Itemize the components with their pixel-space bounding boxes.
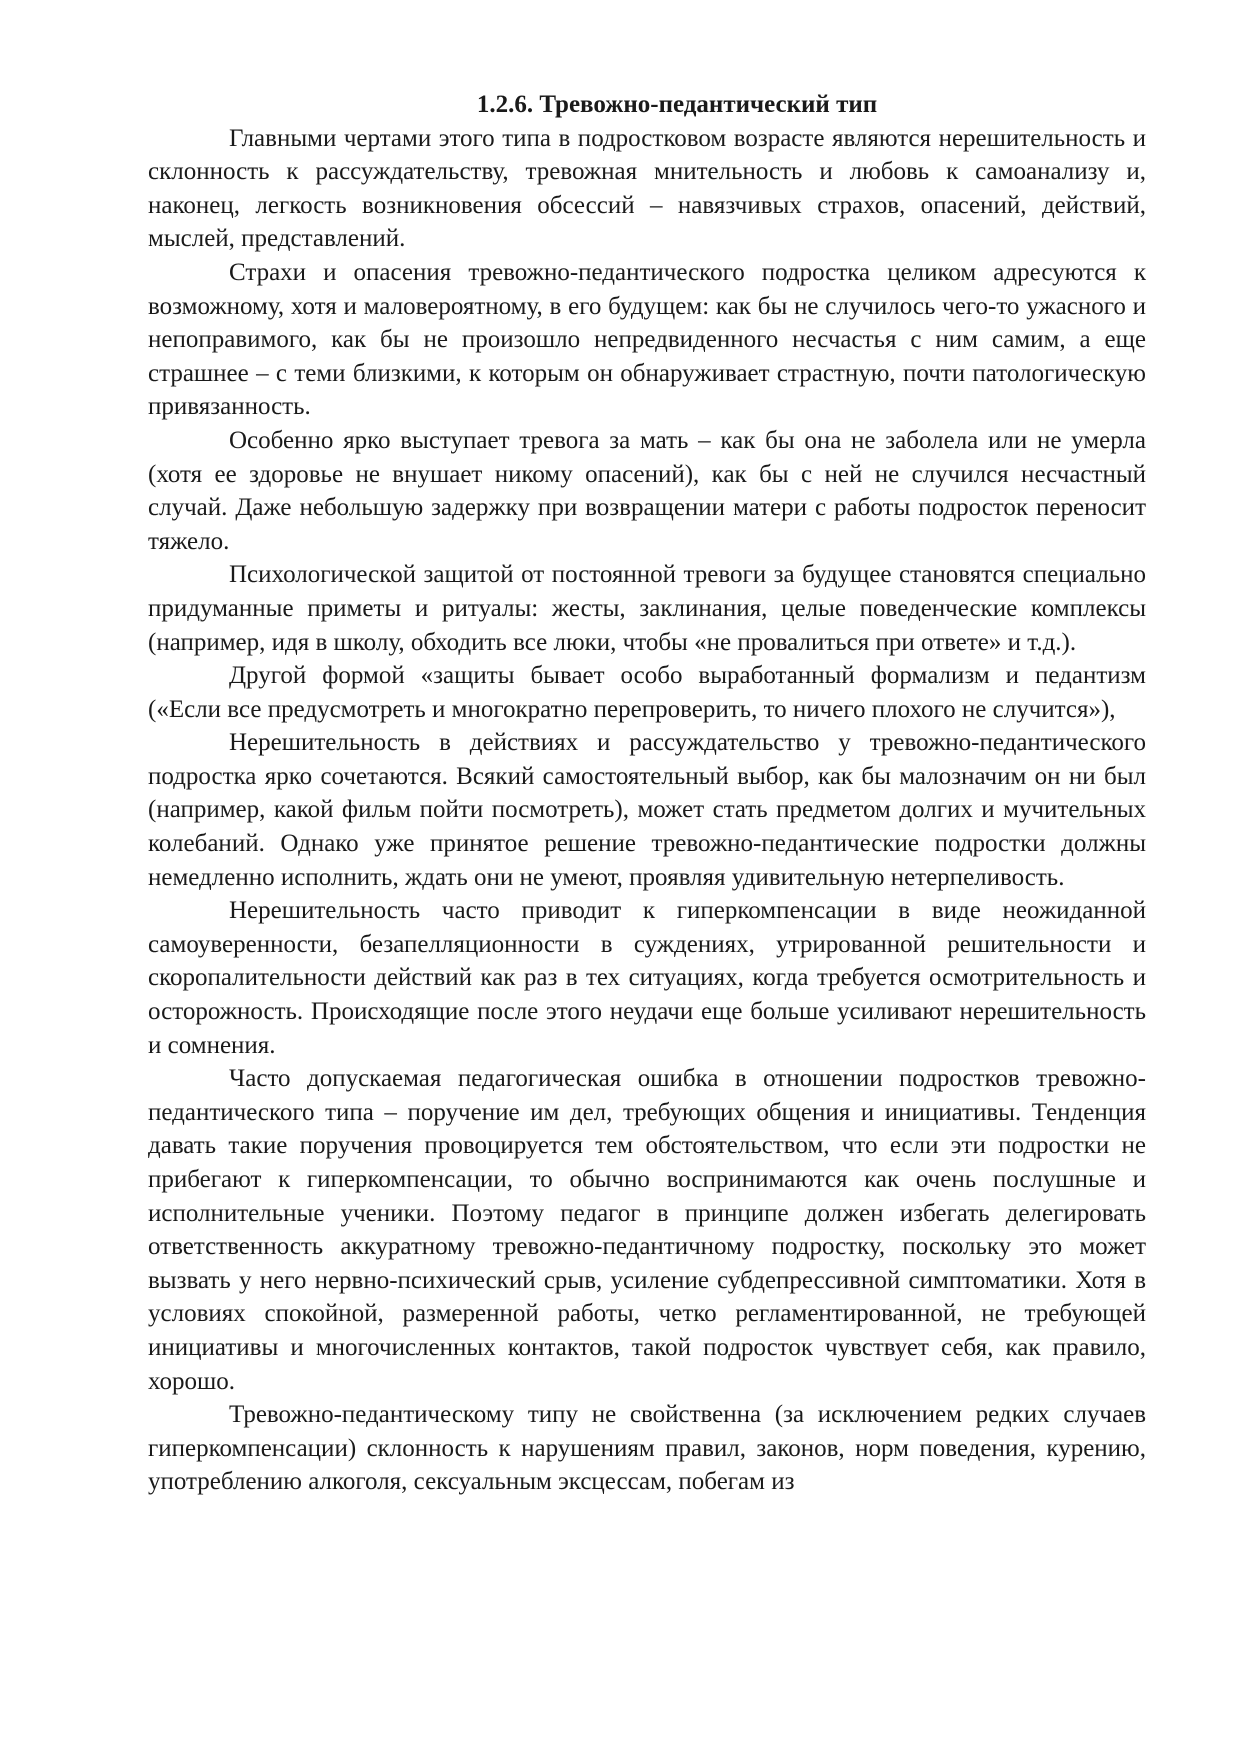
paragraph-5: Другой формой «защиты бывает особо выработанный формализм и педантизм («Если все предусмотреть и многократно перепроверить, то ничего плохого не случится»), (148, 662, 1146, 723)
paragraph-2: Страхи и опасения тревожно-педантического подростка целиком адресуются к возможному, хотя и маловероятному, в его будущем: как бы не случилось чего-то ужасного и непоправимого, как бы не произошло непредвиденного несчастья с ним самим, а еще страшнее – с теми близкими, к которым он обнаруживает страстную, почти патологическую привязанность. (148, 258, 1146, 421)
paragraph-9: Тревожно-педантическому типу не свойственна (за исключением редких случаев гиперкомпенсации) склонность к нарушениям правил, законов, норм поведения, курению, употреблению алкоголя, сексуальным эксцессам, побегам из (148, 1401, 1146, 1496)
paragraph-4: Психологической защитой от постоянной тревоги за будущее становятся специально придуманные приметы и ритуалы: жесты, заклинания, целые поведенческие комплексы (например, идя в школу, обходить все люки, чтобы «не провалиться при ответе» и т.д.). (148, 561, 1146, 656)
paragraph-6: Нерешительность в действиях и рассуждательство у тревожно-педантического подростка ярко сочетаются. Всякий самостоятельный выбор, как бы малозначим он ни был (например, какой фильм пойти посмотреть), может стать предметом долгих и мучительных колебаний. Однако уже принятое решение тревожно-педантические подростки должны немедленно исполнить, ждать они не умеют, проявляя удивительную нетерпеливость. (148, 729, 1146, 891)
paragraph-3: Особенно ярко выступает тревога за мать – как бы она не заболела или не умерла (хотя ее здоровье не внушает никому опасений), как бы с ней не случился несчастный случай. Даже небольшую задержку при возвращении матери с работы подросток переносит тяжело. (148, 426, 1146, 555)
paragraph-8: Часто допускаемая педагогическая ошибка в отношении подростков тревожно-педантического типа – поручение им дел, требующих общения и инициативы. Тенденция давать такие поручения провоцируется тем обстоятельством, что если эти подростки не прибегают к гиперкомпенсации, то обычно воспринимаются как очень послушные и исполнительные ученики. Поэтому педагог в принципе должен избегать делегировать ответственность аккуратному тревожно-педантичному подростку, поскольку это может вызвать у него нервно-психический срыв, усиление субдепрессивной симптоматики. Хотя в условиях спокойной, размеренной работы, четко регламентированной, не требующей инициативы и многочисленных контактов, такой подросток чувствует себя, как правило, хорошо. (148, 1065, 1146, 1395)
paragraph-1: Главными чертами этого типа в подростковом возрасте являются нерешительность и склонность к рассуждательству, тревожная мнительность и любовь к самоанализу и, наконец, легкость возникновения обсессий – навязчивых страхов, опасений, действий, мыслей, представлений. (148, 124, 1146, 253)
document-body (148, 88, 1146, 1499)
paragraph-7: Нерешительность часто приводит к гиперкомпенсации в виде неожиданной самоуверенности, безапелляционности в суждениях, утрированной решительности и скоропалительности действий как раз в тех ситуациях, когда требуется осмотрительность и осторожность. Происходящие после этого неудачи еще больше усиливают нерешительность и сомнения. (148, 897, 1146, 1059)
section-heading: 1.2.6. Тревожно-педантический тип (476, 91, 878, 118)
